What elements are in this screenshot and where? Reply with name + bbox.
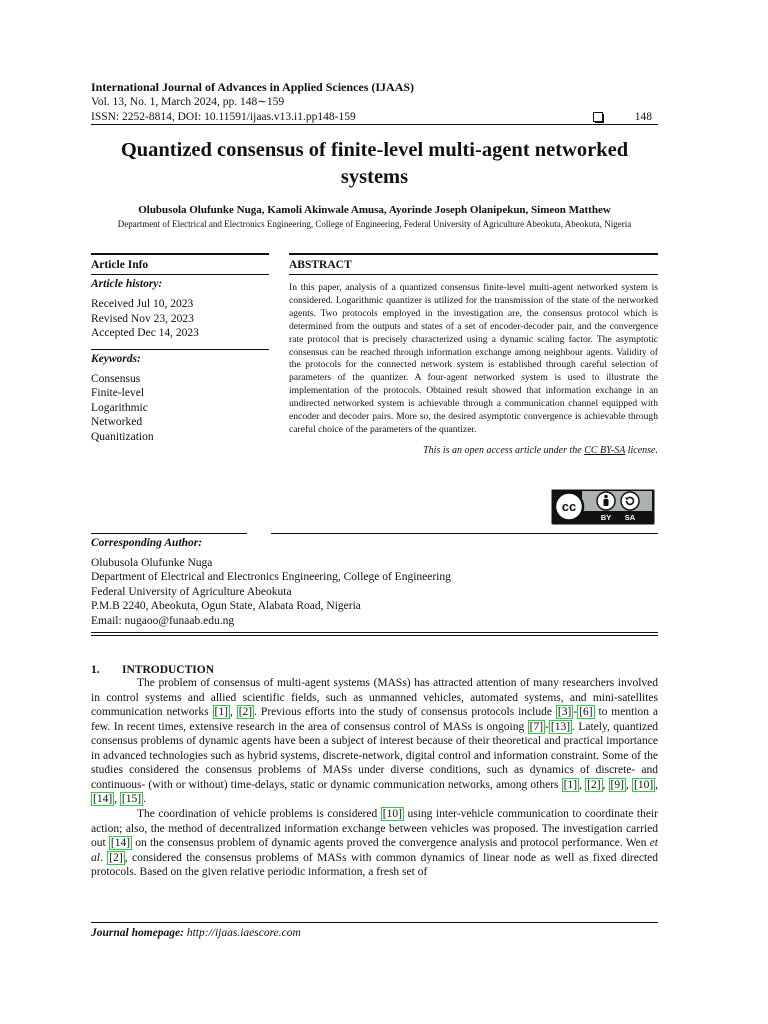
intro-paragraph-1: The problem of consensus of multi-agent systems (MASs) has attracted attention of many researchers involved in control systems and allied scientific fields, such as unmanned vehicles, automated systems, and mini-satellites communication networks [1] , [2] . Previous efforts into the study of consensus protocols include [3] - [6] to mention a few. In recent times, extensive research in the area of consensus control of MASs is ongoing [7] - [13] . Lately, quantized consensus problems of dynamic agents have been a subject of interest because of their theoretical and practical importance in advanced technologies such as hybrid systems, discrete-network, digital control and information constraint. Some of the studies considered the consensus problems of MASs under diverse conditions, such as dynamics of discrete- and continuous- (with or without) time-delays, static or dynamic communication networks, among others [1] , [2] , [9] , [10] , [14] , [15] . bbox=[91, 677, 659, 806]
cc-by-sa-link[interactable]: CC BY-SA bbox=[584, 444, 626, 456]
abstract-heading: ABSTRACT bbox=[289, 259, 352, 271]
italic-text: et al bbox=[91, 837, 658, 864]
introduction-body bbox=[91, 676, 658, 880]
license-note bbox=[289, 445, 658, 456]
badge-cc-text: cc bbox=[561, 499, 577, 514]
citation-link[interactable]: [13] bbox=[550, 720, 571, 733]
footer-label: Journal homepage: bbox=[91, 927, 184, 939]
keywords-list bbox=[91, 372, 269, 445]
journal-name: International Journal of Advances in Applied Sciences (IJAAS) bbox=[91, 80, 415, 94]
corresponding-header bbox=[91, 533, 658, 553]
citation-link[interactable]: [10] bbox=[382, 807, 402, 820]
paper-title: Quantized consensus of finite-level multi-agent networked systems bbox=[120, 139, 629, 188]
license-prefix: This is an open access article under the bbox=[423, 444, 585, 456]
abstract-column bbox=[289, 253, 658, 456]
citation-link[interactable]: [10] bbox=[633, 778, 654, 791]
footer bbox=[91, 927, 301, 939]
header-rule bbox=[91, 124, 658, 125]
citation-link[interactable]: [1] bbox=[214, 706, 228, 719]
citation-link[interactable]: [14] bbox=[93, 793, 113, 806]
square-icon bbox=[593, 112, 603, 122]
keyword: Logarithmic bbox=[91, 401, 148, 414]
citation-link[interactable]: [2] bbox=[238, 706, 253, 719]
abstract-text: In this paper, analysis of a quantized consensus finite-level multi-agent networked system is considered. Logarithmic quantizer is utilized for the transmission of the state of the networked agents. Two protocols employed in the investigation are, the consensus protocol which is determined from the outputs and states of a set of encoder-decoder pair, and the convergence rate protocol that is precisely characterized using a dynamic scaling factor. The asymptotic consensus can be reached through information exchange among neighbour agents. Validity of the protocols for the connected network system is established through careful selection of parameters of the quantizer. A four-agent networked system is used to illustrate the implementation of the protocols. Obtained result showed that information exchange in an undirected networked system is achievable through a communication channel equipped with encoder and decoder pairs. More so, the desired asymptotic convergence is achievable through careful choice of the parameters of the quantizer. bbox=[289, 282, 658, 435]
section-title: INTRODUCTION bbox=[122, 664, 215, 677]
page-number: 148 bbox=[634, 110, 652, 123]
history-list bbox=[91, 297, 269, 341]
keywords-heading: Keywords: bbox=[91, 352, 141, 365]
volume-info: Vol. 13, No. 1, March 2024, pp. 148∼159 bbox=[91, 96, 285, 108]
corr-univ: Federal University of Agriculture Abeokuta bbox=[91, 585, 292, 598]
history-revised: Revised Nov 23, 2023 bbox=[91, 312, 194, 325]
corresponding-details bbox=[91, 556, 658, 628]
citation-link[interactable]: [3] bbox=[557, 706, 572, 719]
page bbox=[91, 80, 658, 880]
section-number: 1. bbox=[91, 664, 100, 677]
citation-link[interactable]: [14] bbox=[110, 837, 131, 850]
article-info-column bbox=[91, 253, 269, 444]
cc-license-badge[interactable] bbox=[551, 489, 655, 525]
license-suffix: license. bbox=[625, 444, 658, 456]
issn-doi: ISSN: 2252-8814, DOI: 10.11591/ijaas.v13.i1.pp148-159 bbox=[91, 110, 356, 123]
footer-rule bbox=[91, 922, 658, 923]
affiliation: Department of Electrical and Electronics Engineering, College of Engineering, Federal University of Agriculture Abeokuta, Abeokuta, Nigeria bbox=[117, 219, 632, 229]
citation-link[interactable]: [9] bbox=[610, 778, 624, 791]
journal-header bbox=[91, 80, 658, 125]
citation-link[interactable]: [7] bbox=[529, 720, 544, 733]
article-info-heading: Article Info bbox=[91, 259, 149, 271]
corr-dept: Department of Electrical and Electronics Engineering, College of Engineering bbox=[91, 571, 451, 584]
cc-badge-graphic bbox=[552, 490, 653, 523]
divider bbox=[271, 533, 658, 534]
introduction-heading bbox=[91, 664, 658, 676]
double-rule bbox=[91, 632, 658, 636]
divider bbox=[289, 274, 658, 275]
badge-by-text: BY bbox=[600, 513, 612, 522]
keyword: Quanitization bbox=[91, 430, 154, 443]
sa-share-alike-icon bbox=[621, 492, 639, 510]
corr-email: Email: nugaoo@funaab.edu.ng bbox=[91, 614, 235, 627]
authors: Olubusola Olufunke Nuga, Kamoli Akinwale Amusa, Ayorinde Joseph Olanipekun, Simeon Matthew bbox=[138, 204, 611, 216]
journal-homepage-link[interactable]: http://ijaas.iaescore.com bbox=[186, 927, 301, 939]
history-heading: Article history: bbox=[91, 278, 163, 290]
citation-link[interactable]: [2] bbox=[587, 778, 601, 791]
citation-link[interactable]: [2] bbox=[109, 851, 123, 864]
citation-link[interactable]: [6] bbox=[579, 706, 593, 719]
intro-paragraph-2: The coordination of vehicle problems is considered [10] using inter-vehicle communication to coordinate their action; also, the method of decentralized information exchange between vehicles was proposed. The investigation carried out [14] on the consensus problem of dynamic agents proved the convergence analysis and protocol performance. Wen et al. [2] , considered the consensus problems of MASs with common dynamics of linear node as well as fixed directed protocols. Based on the given relative periodic information, a fresh set of bbox=[91, 807, 658, 879]
corr-address: P.M.B 2240, Abeokuta, Ogun State, Alabata Road, Nigeria bbox=[91, 600, 361, 613]
corr-name: Olubusola Olufunke Nuga bbox=[91, 557, 213, 569]
badge-sa-text: SA bbox=[624, 513, 636, 522]
citation-link[interactable]: [1] bbox=[563, 778, 578, 791]
history-received: Received Jul 10, 2023 bbox=[91, 298, 194, 310]
article-info-section bbox=[91, 253, 658, 533]
history-accepted: Accepted Dec 14, 2023 bbox=[91, 327, 199, 339]
keyword: Consensus bbox=[91, 372, 141, 385]
divider bbox=[91, 533, 247, 534]
keyword: Networked bbox=[91, 416, 143, 428]
corresponding-heading: Corresponding Author: bbox=[91, 537, 203, 549]
keyword: Finite-level bbox=[91, 387, 145, 399]
citation-link[interactable]: [15] bbox=[121, 793, 142, 806]
